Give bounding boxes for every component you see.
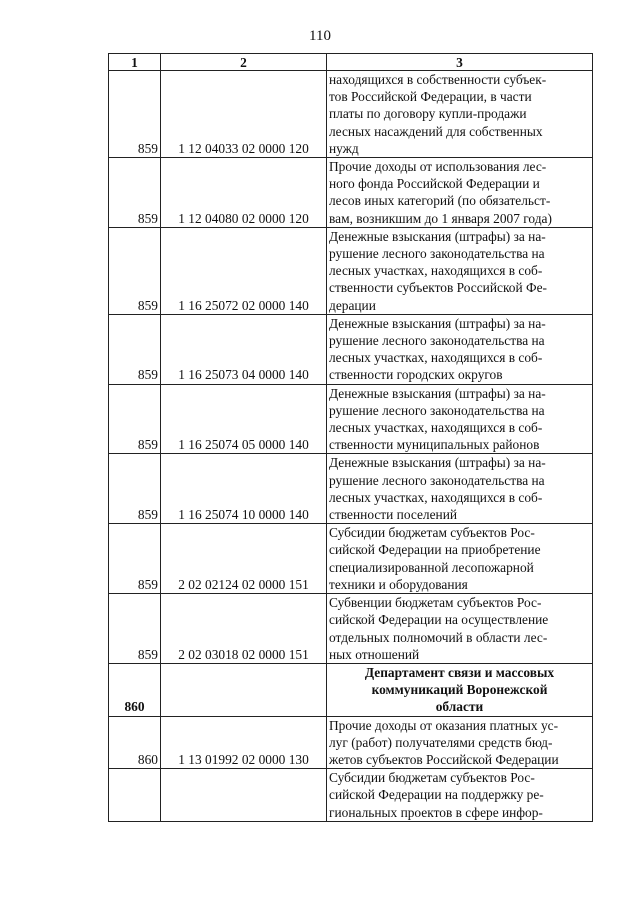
administrator-code — [109, 769, 161, 822]
column-header-1: 1 — [109, 54, 161, 71]
revenue-description — [327, 454, 593, 524]
description-line: Денежные взыскания (штрафы) за на- — [329, 228, 546, 244]
revenue-description — [327, 314, 593, 384]
table-row — [109, 384, 593, 454]
description-line: дерации — [329, 297, 376, 313]
revenue-description — [327, 769, 593, 822]
description-line: специализированной лесопожарной — [329, 559, 534, 575]
description-line: нужд — [329, 140, 359, 156]
description-line: лесных участках, находящихся в соб- — [329, 420, 543, 436]
table-header-row — [109, 54, 593, 71]
table-row — [109, 227, 593, 314]
description-line: лесных участках, находящихся в соб- — [329, 263, 543, 279]
description-line: платы по договору купли-продажи — [329, 106, 527, 122]
administrator-code: 859 — [109, 454, 161, 524]
description-line: отдельных полномочий в области лес- — [329, 629, 548, 645]
budget-classification-code — [161, 769, 327, 822]
page-number: 110 — [309, 28, 331, 44]
description-line: сийской Федерации на осуществление — [329, 612, 549, 628]
budget-classification-table — [108, 53, 593, 822]
description-line: Прочие доходы от использования лес- — [329, 159, 547, 175]
revenue-description — [327, 158, 593, 228]
budget-classification-code: 1 13 01992 02 0000 130 — [161, 716, 327, 769]
administrator-code: 859 — [109, 71, 161, 158]
description-line: Денежные взыскания (штрафы) за на- — [329, 315, 546, 331]
description-line: тов Российской Федерации, в части — [329, 89, 532, 105]
administrator-code: 859 — [109, 227, 161, 314]
table-row — [109, 71, 593, 158]
description-line: Субсидии бюджетам субъектов Рос- — [329, 770, 535, 786]
description-line: Субвенции бюджетам субъектов Рос- — [329, 595, 542, 611]
budget-classification-code: 2 02 03018 02 0000 151 — [161, 594, 327, 664]
administrator-code: 859 — [109, 384, 161, 454]
budget-classification-code: 1 16 25073 04 0000 140 — [161, 314, 327, 384]
description-line: Прочие доходы от оказания платных ус- — [329, 717, 559, 733]
description-line: рушение лесного законодательства на — [329, 402, 545, 418]
budget-classification-code: 2 02 02124 02 0000 151 — [161, 524, 327, 594]
column-header-3: 3 — [327, 54, 593, 71]
description-line: сийской Федерации на приобретение — [329, 542, 541, 558]
revenue-description — [327, 384, 593, 454]
description-line: рушение лесного законодательства на — [329, 472, 545, 488]
description-line: техники и оборудования — [329, 576, 468, 592]
revenue-description — [327, 71, 593, 158]
description-line: ственности поселений — [329, 507, 458, 523]
description-line: вам, возникшим до 1 января 2007 года) — [329, 210, 552, 226]
budget-classification-code: 1 12 04080 02 0000 120 — [161, 158, 327, 228]
department-row — [109, 663, 593, 716]
description-line: ственности муниципальных районов — [329, 437, 540, 453]
description-line: области — [435, 699, 484, 715]
table-row — [109, 314, 593, 384]
administrator-code: 859 — [109, 314, 161, 384]
description-line: рушение лесного законодательства на — [329, 333, 545, 349]
table-body — [109, 71, 593, 822]
table-row — [109, 158, 593, 228]
description-line: Денежные взыскания (штрафы) за на- — [329, 455, 546, 471]
revenue-description — [327, 716, 593, 769]
table-row — [109, 524, 593, 594]
description-line: ственности городских округов — [329, 367, 503, 383]
description-line: лесных участках, находящихся в соб- — [329, 489, 543, 505]
administrator-code: 860 — [109, 716, 161, 769]
description-line: ных отношений — [329, 646, 420, 662]
description-line: рушение лесного законодательства на — [329, 246, 545, 262]
description-line: находящихся в собственности субъек- — [329, 72, 547, 87]
administrator-code: 860 — [109, 663, 161, 716]
revenue-description — [327, 594, 593, 664]
budget-classification-code: 1 16 25074 10 0000 140 — [161, 454, 327, 524]
table-row — [109, 454, 593, 524]
administrator-code: 859 — [109, 594, 161, 664]
description-line: гиональных проектов в сфере инфор- — [329, 804, 543, 820]
description-line: ного фонда Российской Федерации и — [329, 176, 540, 192]
description-line: ственности субъектов Российской Фе- — [329, 280, 547, 296]
description-line: луг (работ) получателями средств бюд- — [329, 734, 553, 750]
description-line: лесных насаждений для собственных — [329, 123, 543, 139]
table-row — [109, 716, 593, 769]
description-line: Денежные взыскания (штрафы) за на- — [329, 385, 546, 401]
budget-classification-code: 1 12 04033 02 0000 120 — [161, 71, 327, 158]
budget-classification-code: 1 16 25074 05 0000 140 — [161, 384, 327, 454]
administrator-code: 859 — [109, 158, 161, 228]
description-line: коммуникаций Воронежской — [371, 682, 548, 698]
budget-classification-code: 1 16 25072 02 0000 140 — [161, 227, 327, 314]
column-header-2: 2 — [161, 54, 327, 71]
description-line: сийской Федерации на поддержку ре- — [329, 787, 544, 803]
revenue-description — [327, 227, 593, 314]
description-line: лесов иных категорий (по обязательст- — [329, 193, 551, 209]
description-line: лесных участках, находящихся в соб- — [329, 350, 543, 366]
description-line: Субсидии бюджетам субъектов Рос- — [329, 525, 535, 541]
description-line: жетов субъектов Российской Федерации — [329, 751, 559, 767]
revenue-description — [327, 663, 593, 716]
description-line: Департамент связи и массовых — [364, 664, 555, 680]
table-row — [109, 594, 593, 664]
budget-classification-code — [161, 663, 327, 716]
table-row — [109, 769, 593, 822]
revenue-description — [327, 524, 593, 594]
administrator-code: 859 — [109, 524, 161, 594]
